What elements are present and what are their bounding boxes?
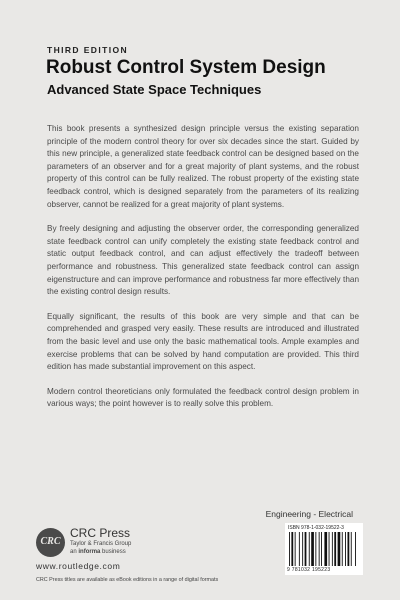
barcode-bar (324, 532, 327, 566)
barcode-bar (299, 532, 300, 566)
blurb-paragraph-4: Modern control theoreticians only formulated the feedback control design problem in various ways; the point however is to really solve this problem. (47, 386, 359, 409)
barcode-bar (305, 532, 307, 566)
ebook-note: CRC Press titles are available as eBook editions in a range of digital formats (36, 577, 219, 583)
barcode-bar (309, 532, 310, 566)
barcode-bar (338, 532, 341, 566)
blurb-paragraph-1: This book presents a synthesized design principle versus the existing separation principle of the modern control theory for over six decades since the start. Guided by this new principle, a generalized state feedback control can be designed based on the parameters of an observer and for a great majority of plant systems, and the robust property of this control can be fully realized. The robust property of the existing state feedback control, which is designed separately from the parameters of its realizing observer, cannot be realized for a great majority of plant systems. (47, 124, 359, 209)
barcode-bar (334, 532, 336, 566)
blurb-paragraph-3: Equally significant, the results of this book are very simple and that can be comprehended and grasped very easily. These results are introduced and illustrated from the basic level and use only the basic mathematical tools. Ample examples and exercise problems that can be solved by hand computation are provided. This third edition has made substantial improvement on this aspect. (47, 311, 359, 372)
barcode-bar (295, 532, 296, 566)
book-subtitle: Advanced State Space Techniques (47, 82, 262, 97)
business-brand: informa (78, 549, 101, 555)
barcode-bars-icon (289, 532, 359, 566)
book-title: Robust Control System Design (46, 57, 326, 78)
isbn-label: ISBN 978-1-032-19522-3 (288, 525, 344, 531)
barcode-bar (321, 532, 322, 566)
publisher-name: CRC Press (70, 526, 131, 540)
barcode-bar (329, 532, 330, 566)
publisher-website[interactable]: www.routledge.com (36, 561, 121, 571)
barcode-bar (319, 532, 320, 566)
subject-category: Engineering - Electrical (265, 509, 353, 519)
barcode-bar (348, 532, 350, 566)
barcode-bar (291, 532, 293, 566)
business-prefix: an (70, 549, 77, 555)
blurb (47, 123, 359, 423)
barcode-bar (351, 532, 352, 566)
barcode-bar (342, 532, 343, 566)
edition-label: THIRD EDITION (47, 45, 129, 55)
barcode-bar (345, 532, 346, 566)
barcode-bar (311, 532, 314, 566)
barcode-number: 9 781032 195223 (287, 567, 331, 573)
business-suffix: business (102, 549, 126, 555)
publisher-business (70, 549, 126, 555)
crc-press-logo-icon (36, 528, 65, 557)
barcode (285, 523, 363, 575)
barcode-bar (332, 532, 333, 566)
barcode-bar (355, 532, 356, 566)
publisher-group: Taylor & Francis Group (70, 541, 132, 547)
barcode-bar (315, 532, 316, 566)
blurb-paragraph-2: By freely designing and adjusting the observer order, the corresponding generalized state feedback control can unify completely the existing state feedback control and static output feedback control, and can adjust effectively the tradeoff between performance and robustness. This generalized state feedback control can assign eigenstructure and can improve performance and robustness far more effectively than the existing control design results. (47, 224, 359, 297)
logo-text: CRC (40, 536, 61, 547)
barcode-bar (302, 532, 303, 566)
barcode-bar (289, 532, 290, 566)
